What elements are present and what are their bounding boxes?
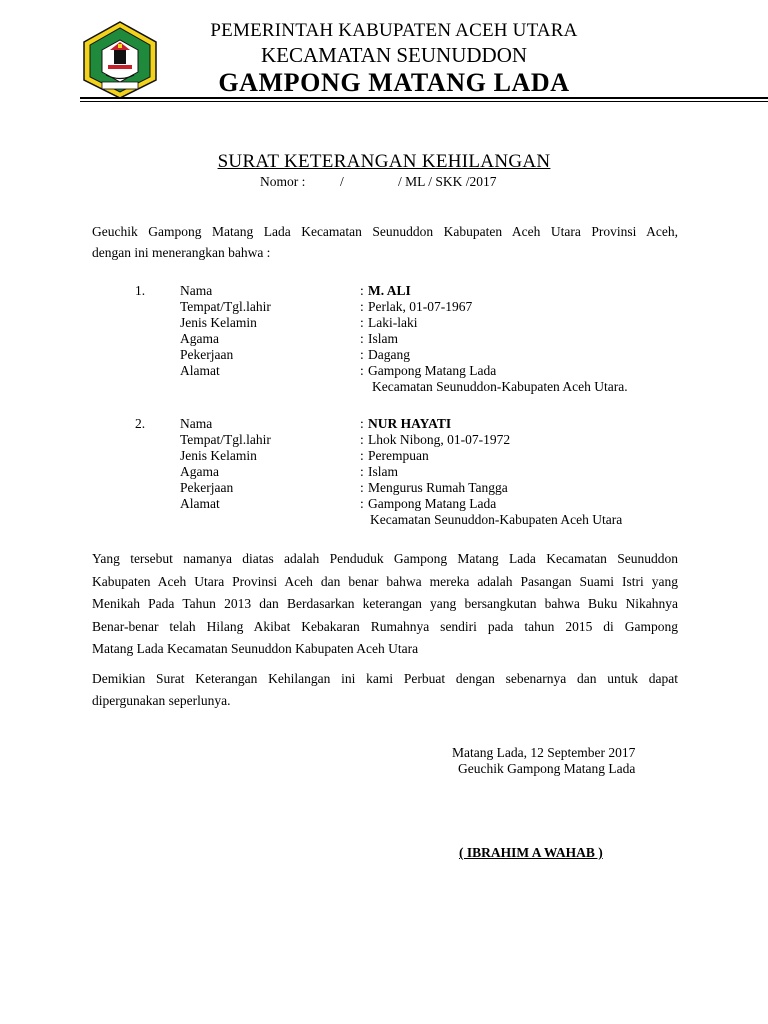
intro-paragraph — [92, 221, 678, 263]
field-value: Laki-laki — [368, 315, 418, 330]
document-title: SURAT KETERANGAN KEHILANGAN — [217, 151, 551, 172]
field-label: Alamat — [180, 363, 220, 378]
statement-paragraph — [92, 548, 678, 661]
nomor-code: / ML / SKK /2017 — [398, 174, 497, 189]
field-value: Perlak, 01-07-1967 — [368, 299, 473, 314]
statement-line: Menikah Pada Tahun 2013 dan Berdasarkan keterangan yang bersangkutan bahwa Buku Nikahnya — [92, 596, 678, 611]
person-number: 1. — [135, 283, 146, 298]
field-value: Gampong Matang Lada — [368, 496, 497, 511]
field-value: Gampong Matang Lada — [368, 363, 497, 378]
field-colon: : — [360, 299, 364, 314]
closing-line: dipergunakan seperlunya. — [92, 693, 231, 708]
field-colon: : — [360, 363, 364, 378]
field-label: Alamat — [180, 496, 220, 511]
field-label: Nama — [180, 416, 213, 431]
field-colon: : — [360, 496, 364, 511]
field-value: Lhok Nibong, 01-07-1972 — [368, 432, 511, 447]
field-colon: : — [360, 347, 364, 362]
field-label: Jenis Kelamin — [180, 448, 257, 463]
statement-line: Matang Lada Kecamatan Seunuddon Kabupaten Aceh Utara — [92, 641, 419, 656]
field-value-name: NUR HAYATI — [368, 416, 452, 431]
field-colon: : — [360, 331, 364, 346]
address-continuation: Kecamatan Seunuddon-Kabupaten Aceh Utara. — [372, 379, 628, 394]
closing-line: Demikian Surat Keterangan Kehilangan ini kami Perbuat dengan sebenarnya dan untuk dapat — [92, 671, 678, 686]
field-label: Nama — [180, 283, 213, 298]
field-label: Jenis Kelamin — [180, 315, 257, 330]
field-value-name: M. ALI — [368, 283, 411, 298]
field-colon: : — [360, 315, 364, 330]
field-label: Pekerjaan — [180, 347, 234, 362]
closing-paragraph — [92, 668, 678, 712]
field-label: Agama — [180, 464, 219, 479]
statement-line: Benar-benar telah Hilang Akibat Kebakaran Rumahnya sendiri pada tahun 2015 di Gampong — [92, 618, 678, 634]
letterhead-rule-thin — [80, 101, 768, 102]
field-colon: : — [360, 416, 364, 431]
signatory-name: ( IBRAHIM A WAHAB ) — [459, 845, 603, 860]
person-number: 2. — [135, 416, 146, 431]
statement-line: Yang tersebut namanya diatas adalah Penduduk Gampong Matang Lada Kecamatan Seunuddon — [92, 551, 678, 566]
field-colon: : — [360, 464, 364, 479]
intro-line: dengan ini menerangkan bahwa : — [92, 245, 271, 260]
nomor-label: Nomor : — [260, 174, 306, 189]
letterhead-village: GAMPONG MATANG LADA — [218, 68, 570, 97]
field-value: Mengurus Rumah Tangga — [368, 480, 508, 495]
letterhead-rule-thick — [80, 97, 768, 99]
field-value: Islam — [368, 464, 398, 479]
letterhead-government: PEMERINTAH KABUPATEN ACEH UTARA — [210, 20, 578, 41]
field-label: Agama — [180, 331, 219, 346]
signature-position: Geuchik Gampong Matang Lada — [458, 761, 636, 776]
letterhead-district: KECAMATAN SEUNUDDON — [260, 43, 528, 67]
statement-line: Kabupaten Aceh Utara Provinsi Aceh dan benar bahwa mereka adalah Pasangan Suami Istri yang — [92, 573, 678, 589]
field-colon: : — [360, 448, 364, 463]
field-label: Tempat/Tgl.lahir — [180, 299, 271, 314]
field-colon: : — [360, 283, 364, 298]
address-continuation: Kecamatan Seunuddon-Kabupaten Aceh Utara — [370, 512, 623, 527]
nomor-separator: / — [340, 174, 344, 189]
field-colon: : — [360, 432, 364, 447]
intro-line: Geuchik Gampong Matang Lada Kecamatan Seunuddon Kabupaten Aceh Utara Provinsi Aceh, — [92, 224, 678, 239]
aceh-utara-emblem-icon — [80, 20, 160, 100]
field-value: Islam — [368, 331, 398, 346]
field-value: Perempuan — [368, 448, 429, 463]
field-colon: : — [360, 480, 364, 495]
field-label: Tempat/Tgl.lahir — [180, 432, 271, 447]
field-label: Pekerjaan — [180, 480, 234, 495]
signature-place-date: Matang Lada, 12 September 2017 — [452, 745, 636, 760]
field-value: Dagang — [368, 347, 410, 362]
